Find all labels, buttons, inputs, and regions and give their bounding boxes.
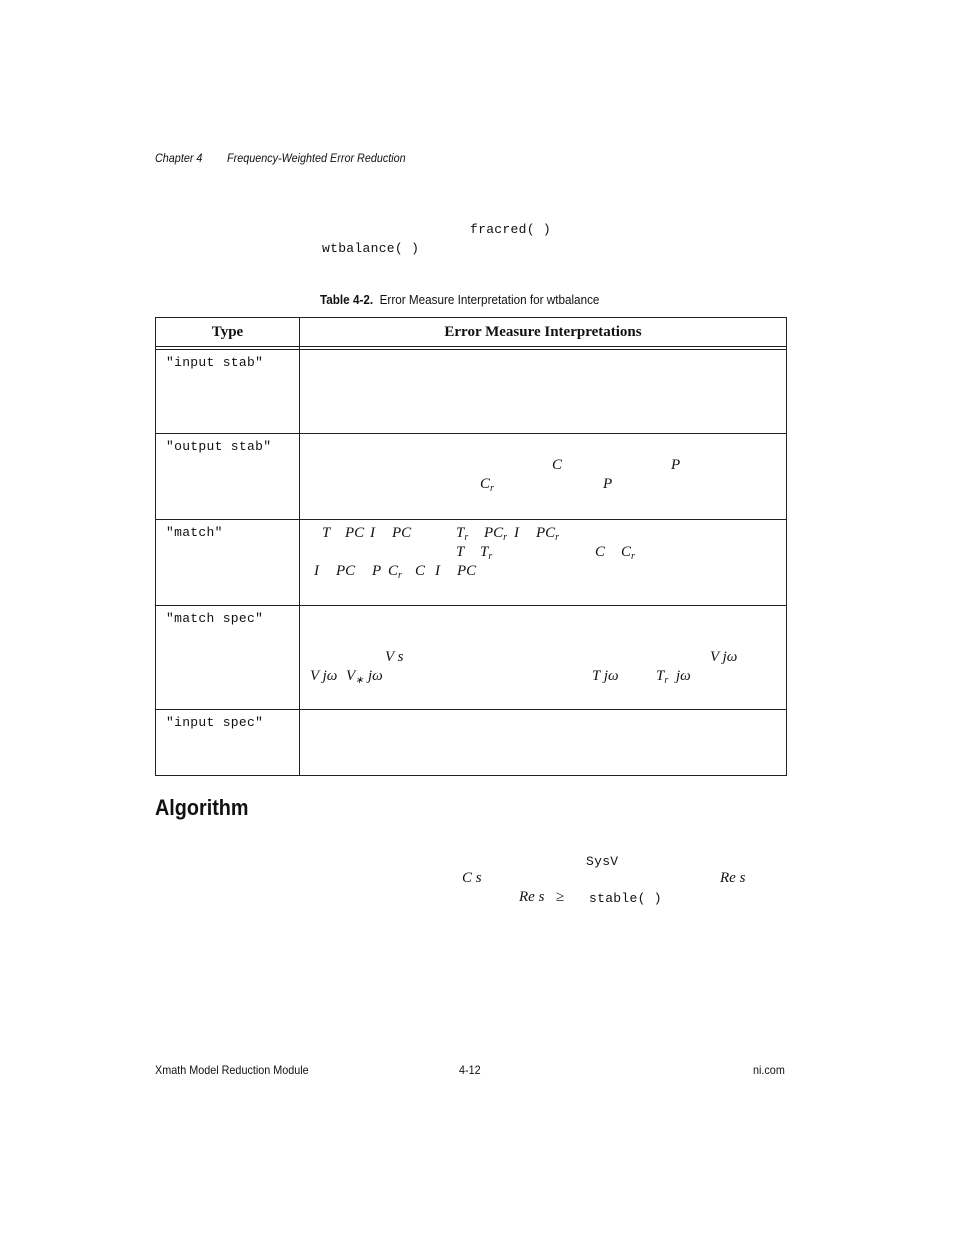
- math-p3: P: [372, 563, 382, 579]
- math-cr: $C_r$: [480, 476, 494, 494]
- interp-input-stab: [300, 350, 787, 434]
- col-header-interpretations: Error Measure Interpretations: [300, 318, 787, 347]
- math-i4: I: [435, 563, 440, 579]
- interp-input-spec: [300, 710, 787, 776]
- type-input-stab: "input stab": [156, 350, 300, 434]
- type-match: "match": [156, 520, 300, 606]
- math-pcr2: $PC_r$: [536, 525, 560, 543]
- math-cr3: $C_r$: [388, 563, 402, 581]
- math-p: P: [671, 457, 681, 473]
- math-pc2: PC: [392, 525, 412, 541]
- code-fracred: fracred( ): [470, 222, 552, 237]
- table-row: [156, 350, 787, 434]
- math-res: Re s: [720, 870, 746, 886]
- code-stable: stable( ): [589, 891, 662, 906]
- footer-right: ni.com: [753, 1063, 785, 1077]
- math-c3: C: [415, 563, 426, 579]
- header-title: Frequency-Weighted Error Reduction: [227, 151, 406, 165]
- code-sysv: SysV: [586, 854, 619, 869]
- type-match-spec: "match spec": [156, 606, 300, 710]
- math-pc4: PC: [457, 563, 477, 579]
- math-c2: C: [595, 544, 606, 560]
- math-res2: Re s: [519, 889, 545, 905]
- math-pcr: $PC_r$: [484, 525, 508, 543]
- math-c: C: [552, 457, 563, 473]
- table-row: [156, 710, 787, 776]
- type-output-stab: "output stab": [156, 434, 300, 520]
- header-chapter: Chapter 4: [155, 151, 203, 165]
- math-jw2: jω: [676, 668, 691, 684]
- table-row: [156, 606, 787, 710]
- math-vstar: $V_∗$: [346, 668, 364, 686]
- math-i2: I: [514, 525, 519, 541]
- math-vs: V s: [385, 649, 404, 665]
- interp-output-stab: [300, 434, 787, 520]
- math-cs: C s: [462, 870, 482, 886]
- math-geq: ≥: [556, 889, 565, 905]
- footer-page: 4-12: [459, 1063, 481, 1077]
- math-t: T: [322, 525, 331, 541]
- col-header-type: Type: [156, 318, 300, 347]
- math-pc: PC: [345, 525, 365, 541]
- math-i3: I: [314, 563, 319, 579]
- math-p2: P: [603, 476, 613, 492]
- math-cr2: $C_r$: [621, 544, 635, 562]
- table-row: [156, 520, 787, 606]
- type-input-spec: "input spec": [156, 710, 300, 776]
- table-caption-text: Error Measure Interpretation for wtbalance: [379, 292, 600, 307]
- table-header-row: [156, 318, 787, 347]
- math-t2: T: [456, 544, 465, 560]
- math-tjw: T jω: [592, 668, 619, 684]
- math-vjw2: V jω: [310, 668, 338, 684]
- math-pc3: PC: [336, 563, 356, 579]
- math-vjw: V jω: [710, 649, 738, 665]
- math-tr: $T_r$: [456, 525, 469, 543]
- table-row: [156, 434, 787, 520]
- section-heading-algorithm: Algorithm: [155, 795, 249, 820]
- code-wtbalance: wtbalance( ): [322, 241, 420, 256]
- math-jw: jω: [368, 668, 383, 684]
- math-tr2: $T_r$: [480, 544, 493, 562]
- table-caption: [320, 292, 599, 307]
- interp-match: [300, 520, 787, 606]
- math-tr-jw: $T_r$: [656, 668, 669, 686]
- interp-match-spec: [300, 606, 787, 710]
- footer-left: Xmath Model Reduction Module: [155, 1063, 309, 1077]
- math-i: I: [370, 525, 375, 541]
- table-caption-label: Table 4-2.: [320, 292, 374, 307]
- error-measure-table: [155, 317, 787, 776]
